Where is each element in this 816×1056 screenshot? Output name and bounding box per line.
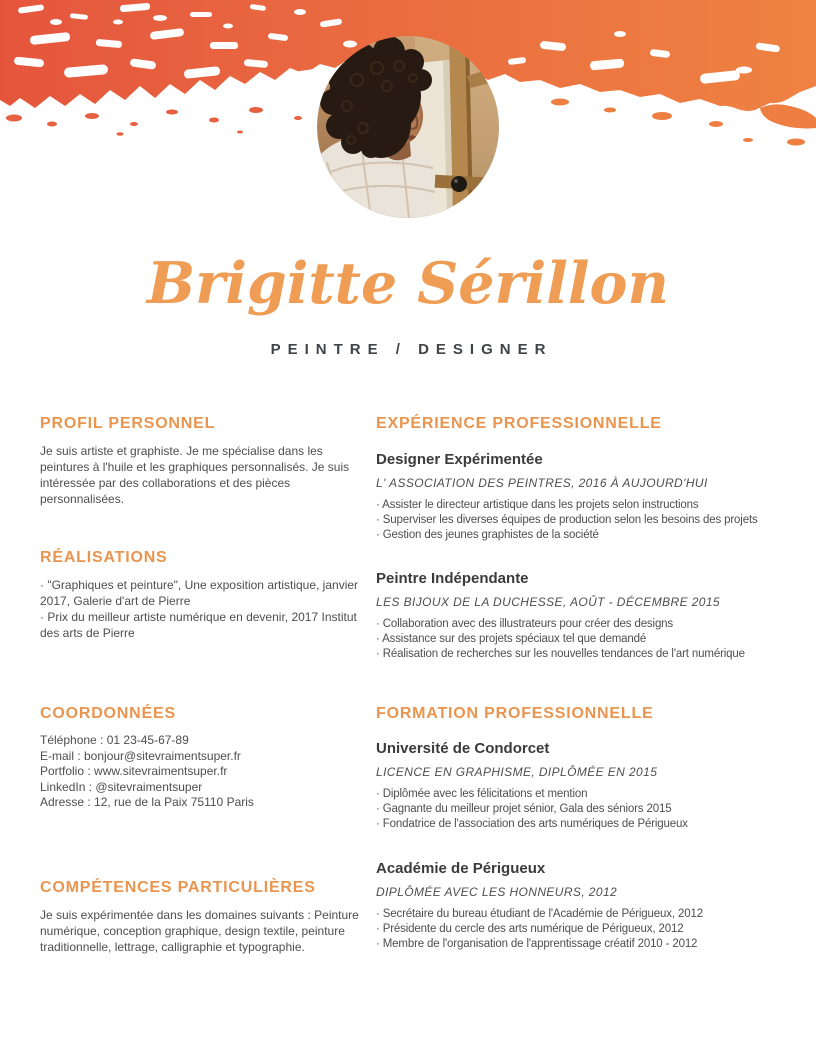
education-subtitle: DIPLÔMÉE AVEC LES HONNEURS, 2012 — [376, 885, 618, 899]
section-experience — [376, 415, 784, 665]
section-achievements — [40, 549, 365, 641]
contact-line: E-mail : bonjour@sitevraimentsuper.fr — [40, 748, 241, 763]
experience-subtitle: LES BIJOUX DE LA DUCHESSE, AOÛT - DÉCEMBRE 2015 — [376, 595, 721, 609]
skills-heading: COMPÉTENCES PARTICULIÈRES — [40, 879, 316, 896]
education-bullet: · Fondatrice de l'association des arts numériques de Périgueux — [376, 818, 688, 830]
education-title: Académie de Périgueux — [376, 860, 546, 877]
profile-photo — [317, 36, 499, 218]
experience-bullets — [376, 617, 784, 662]
education-heading: FORMATION PROFESSIONNELLE — [376, 705, 654, 722]
experience-bullet: · Collaboration avec des illustrateurs pour créer des designs — [376, 618, 674, 630]
contact-line: LinkedIn : @sitevraimentsuper — [40, 779, 203, 794]
experience-bullets — [376, 498, 784, 543]
contact-line: Adresse : 12, rue de la Paix 75110 Paris — [40, 795, 254, 809]
achievement-item: · "Graphiques et peinture", Une exposition artistique, janvier 2017, Galerie d'art de Pierre — [40, 578, 359, 608]
achievement-item: · Prix du meilleur artiste numérique en devenir, 2017 Institut des arts de Pierre — [40, 610, 357, 640]
experience-title: Peintre Indépendante — [376, 570, 529, 587]
experience-title: Designer Expérimentée — [376, 451, 543, 468]
education-bullets — [376, 787, 784, 832]
education-bullet: · Gagnante du meilleur projet sénior, Gala des séniors 2015 — [376, 803, 672, 815]
education-title: Université de Condorcet — [376, 740, 550, 757]
experience-entry — [376, 570, 784, 662]
person-role: PEINTRE / DESIGNER — [270, 341, 553, 358]
education-bullet: · Secrétaire du bureau étudiant de l'Académie de Périgueux, 2012 — [376, 908, 703, 920]
contact-list — [40, 733, 365, 811]
experience-bullet: · Superviser les diverses équipes de production selon les besoins des projets — [376, 514, 758, 526]
experience-subtitle: L' ASSOCIATION DES PEINTRES, 2016 À AUJOURD'HUI — [376, 476, 708, 490]
section-contact — [40, 705, 365, 811]
experience-bullet: · Gestion des jeunes graphistes de la société — [376, 529, 599, 541]
education-subtitle: LICENCE EN GRAPHISME, DIPLÔMÉE EN 2015 — [376, 765, 658, 779]
education-bullet: · Diplômée avec les félicitations et mention — [376, 788, 588, 800]
education-bullet: · Membre de l'organisation de l'apprentissage créatif 2010 - 2012 — [376, 938, 698, 950]
contact-line: Portfolio : www.sitevraimentsuper.fr — [40, 764, 228, 778]
experience-heading: EXPÉRIENCE PROFESSIONNELLE — [376, 415, 662, 432]
portrait-illustration — [317, 36, 499, 218]
achievements-list — [40, 577, 365, 641]
person-name: Brigitte Sérillon — [146, 250, 670, 317]
education-bullets — [376, 907, 784, 952]
profile-heading: PROFIL PERSONNEL — [40, 415, 216, 432]
education-bullet: · Présidente du cercle des arts numérique de Périgueux, 2012 — [376, 923, 684, 935]
section-education — [376, 705, 784, 965]
education-entry — [376, 740, 784, 832]
skills-body: Je suis expérimentée dans les domaines suivants : Peinture numérique, conception graphique, design textile, peinture traditionnelle, lettrage, calligraphie et typographie. — [40, 908, 359, 954]
contact-heading: COORDONNÉES — [40, 705, 176, 722]
experience-bullet: · Réalisation de recherches sur les nouvelles tendances de l'art numérique — [376, 648, 745, 660]
experience-entry — [376, 451, 784, 543]
education-entry — [376, 860, 784, 952]
section-skills — [40, 879, 365, 955]
section-profile — [40, 415, 365, 507]
experience-bullet: · Assister le directeur artistique dans les projets selon instructions — [376, 499, 699, 511]
experience-bullet: · Assistance sur des projets spéciaux tel que demandé — [376, 633, 647, 645]
profile-body: Je suis artiste et graphiste. Je me spécialise dans les peintures à l'huile et les graphiques personnalisés. Je suis intéressée par des collaborations et des pièces personnalisées. — [40, 444, 350, 506]
contact-line: Téléphone : 01 23-45-67-89 — [40, 733, 189, 747]
achievements-heading: RÉALISATIONS — [40, 549, 168, 566]
